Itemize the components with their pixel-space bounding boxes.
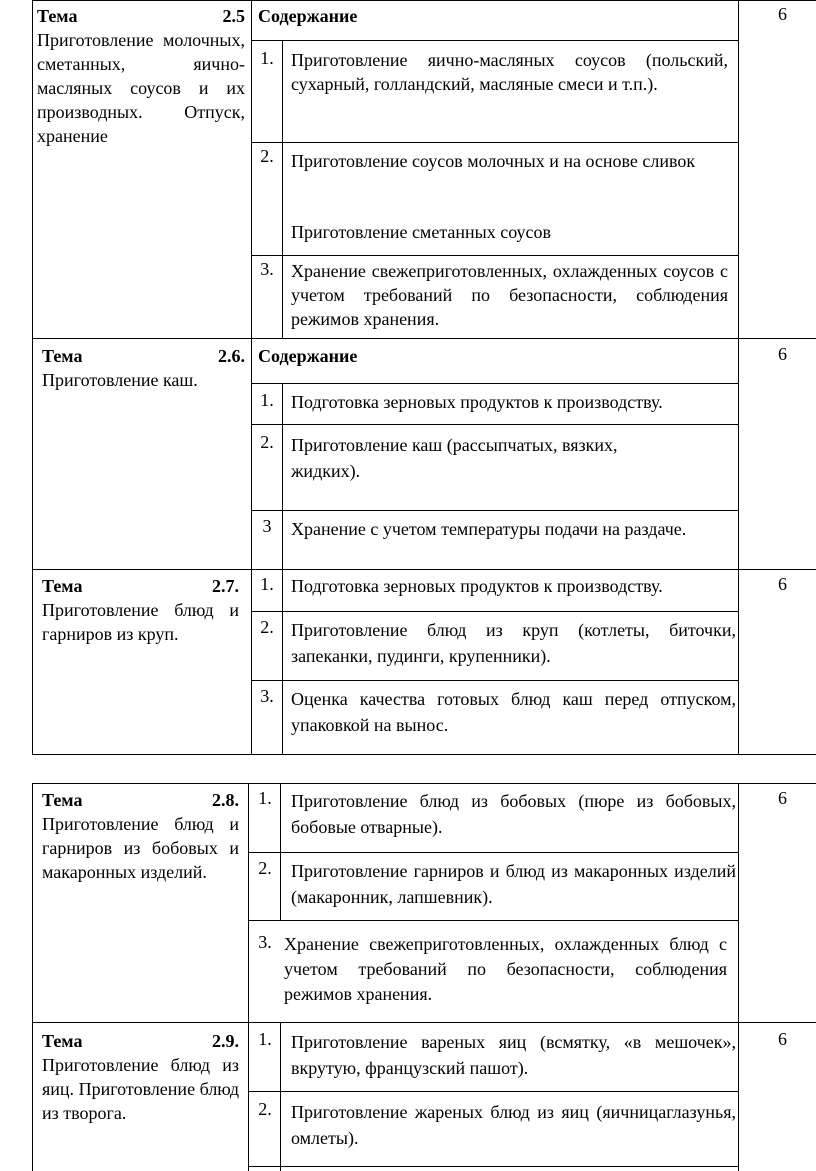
rule <box>32 1022 816 1023</box>
rule <box>282 40 283 339</box>
topic-title: Приготовление блюд и гарниров из бобовых и макаронных изделий. <box>42 814 239 882</box>
item-number: 1. <box>260 390 274 410</box>
topic-title: Приготовление каш. <box>42 370 198 390</box>
topic-title: Приготовление блюд из яиц. Приготовление блюд из творога. <box>42 1055 239 1123</box>
item-text: Приготовление вареных яиц (всмятку, «в мешочек», вкрутую, французский пашот). <box>291 1032 736 1078</box>
item-text: Приготовление блюд из бобовых (пюре из бобовых, бобовые отварные). <box>291 791 736 837</box>
item-text: Приготовление соусов молочных и на основе сливок <box>291 151 696 171</box>
topic-title: Приготовление блюд и гарниров из круп. <box>42 600 239 644</box>
hours-value: 6 <box>778 788 787 808</box>
item-text: Подготовка зерновых продуктов к производству. <box>291 576 663 596</box>
item-text: Приготовление жареных блюд из яиц (яичницаглазунья, омлеты). <box>291 1102 736 1148</box>
topic-number: 2.6. <box>218 346 245 366</box>
item-number: 1. <box>258 788 272 808</box>
rule <box>248 852 738 853</box>
table-1-bottom-border <box>32 754 816 755</box>
rule <box>248 783 249 1171</box>
item-number: 2. <box>258 858 272 878</box>
item-text: Приготовление каш (рассыпчатых, вязких, жидких). <box>291 435 618 481</box>
item-number: 2. <box>260 432 274 452</box>
rule <box>738 783 739 1171</box>
topic-number: 2.9. <box>212 1031 239 1051</box>
rule <box>252 611 738 612</box>
item-text: Хранение свежеприготовленных, охлажденных блюд с учетом требований по безопасности, соблюдения режимов хранения. <box>284 934 727 1004</box>
item-number: 1. <box>258 1029 272 1049</box>
topic-2-9 <box>42 1029 239 1125</box>
topic-2-5 <box>37 4 245 148</box>
table-2-top-border <box>32 783 816 784</box>
content-header: Содержание <box>258 346 358 366</box>
item-number: 2. <box>258 1099 272 1119</box>
rule <box>32 0 33 755</box>
item-text-secondary: Приготовление сметанных соусов <box>291 222 552 242</box>
topic-label: Тема <box>42 790 83 810</box>
hours-value: 6 <box>778 4 787 24</box>
item-number: 2. <box>260 146 274 166</box>
topic-2-7 <box>42 574 239 646</box>
item-number: 3. <box>260 686 274 706</box>
content-header: Содержание <box>258 6 358 26</box>
topic-label: Тема <box>42 346 83 366</box>
rule <box>252 510 738 511</box>
rule <box>252 40 738 41</box>
item-text: Подготовка зерновых продуктов к производству. <box>291 392 663 412</box>
hours-value: 6 <box>778 344 787 364</box>
item-text: Хранение с учетом температуры подачи на раздаче. <box>291 519 687 539</box>
item-text: Приготовление гарниров и блюд из макаронных изделий (макаронник, лапшевник). <box>291 861 736 907</box>
topic-title: Приготовление молочных, сметанных, яично-масляных соусов и их производных. Отпуск, хранение <box>37 30 245 146</box>
table-1-top-border <box>32 0 816 1</box>
item-text: Приготовление блюд из круп (котлеты, биточки, запеканки, пудинги, крупенники). <box>291 620 736 666</box>
rule <box>252 383 738 384</box>
rule <box>32 569 816 570</box>
item-text: Хранение свежеприготовленных, охлажденных соусов с учетом требований по безопасности, соблюдения режимов хранения. <box>291 261 728 329</box>
item-number: 2. <box>260 617 274 637</box>
rule <box>251 0 252 755</box>
item-number: 1. <box>260 574 274 594</box>
topic-2-6 <box>42 344 245 392</box>
rule <box>738 0 739 755</box>
item-number: 3. <box>260 259 274 279</box>
rule <box>252 255 738 256</box>
item-number: 3 <box>262 516 272 536</box>
item-text: Оценка качества готовых блюд каш перед отпуском, упаковкой на вынос. <box>291 689 736 735</box>
topic-label: Тема <box>42 1031 83 1051</box>
item-number: 1. <box>260 48 274 68</box>
rule <box>248 1091 738 1092</box>
rule <box>32 783 33 1171</box>
rule <box>280 783 281 920</box>
hours-value: 6 <box>778 1029 787 1049</box>
hours-value: 6 <box>778 574 787 594</box>
topic-2-8 <box>42 788 239 884</box>
rule <box>32 338 816 339</box>
rule <box>282 383 283 755</box>
rule <box>252 424 738 425</box>
rule <box>252 680 738 681</box>
topic-number: 2.7. <box>212 576 239 596</box>
rule <box>280 1022 281 1171</box>
rule <box>248 920 738 921</box>
item-number: 3. <box>258 932 272 952</box>
rule <box>252 142 738 143</box>
topic-number: 2.5 <box>222 6 245 26</box>
item-text: Приготовление яично-масляных соусов (польский, сухарный, голландский, масляные смеси и т.п.). <box>291 50 728 94</box>
topic-label: Тема <box>37 6 78 26</box>
topic-label: Тема <box>42 576 83 596</box>
topic-number: 2.8. <box>212 790 239 810</box>
rule <box>248 1166 738 1167</box>
